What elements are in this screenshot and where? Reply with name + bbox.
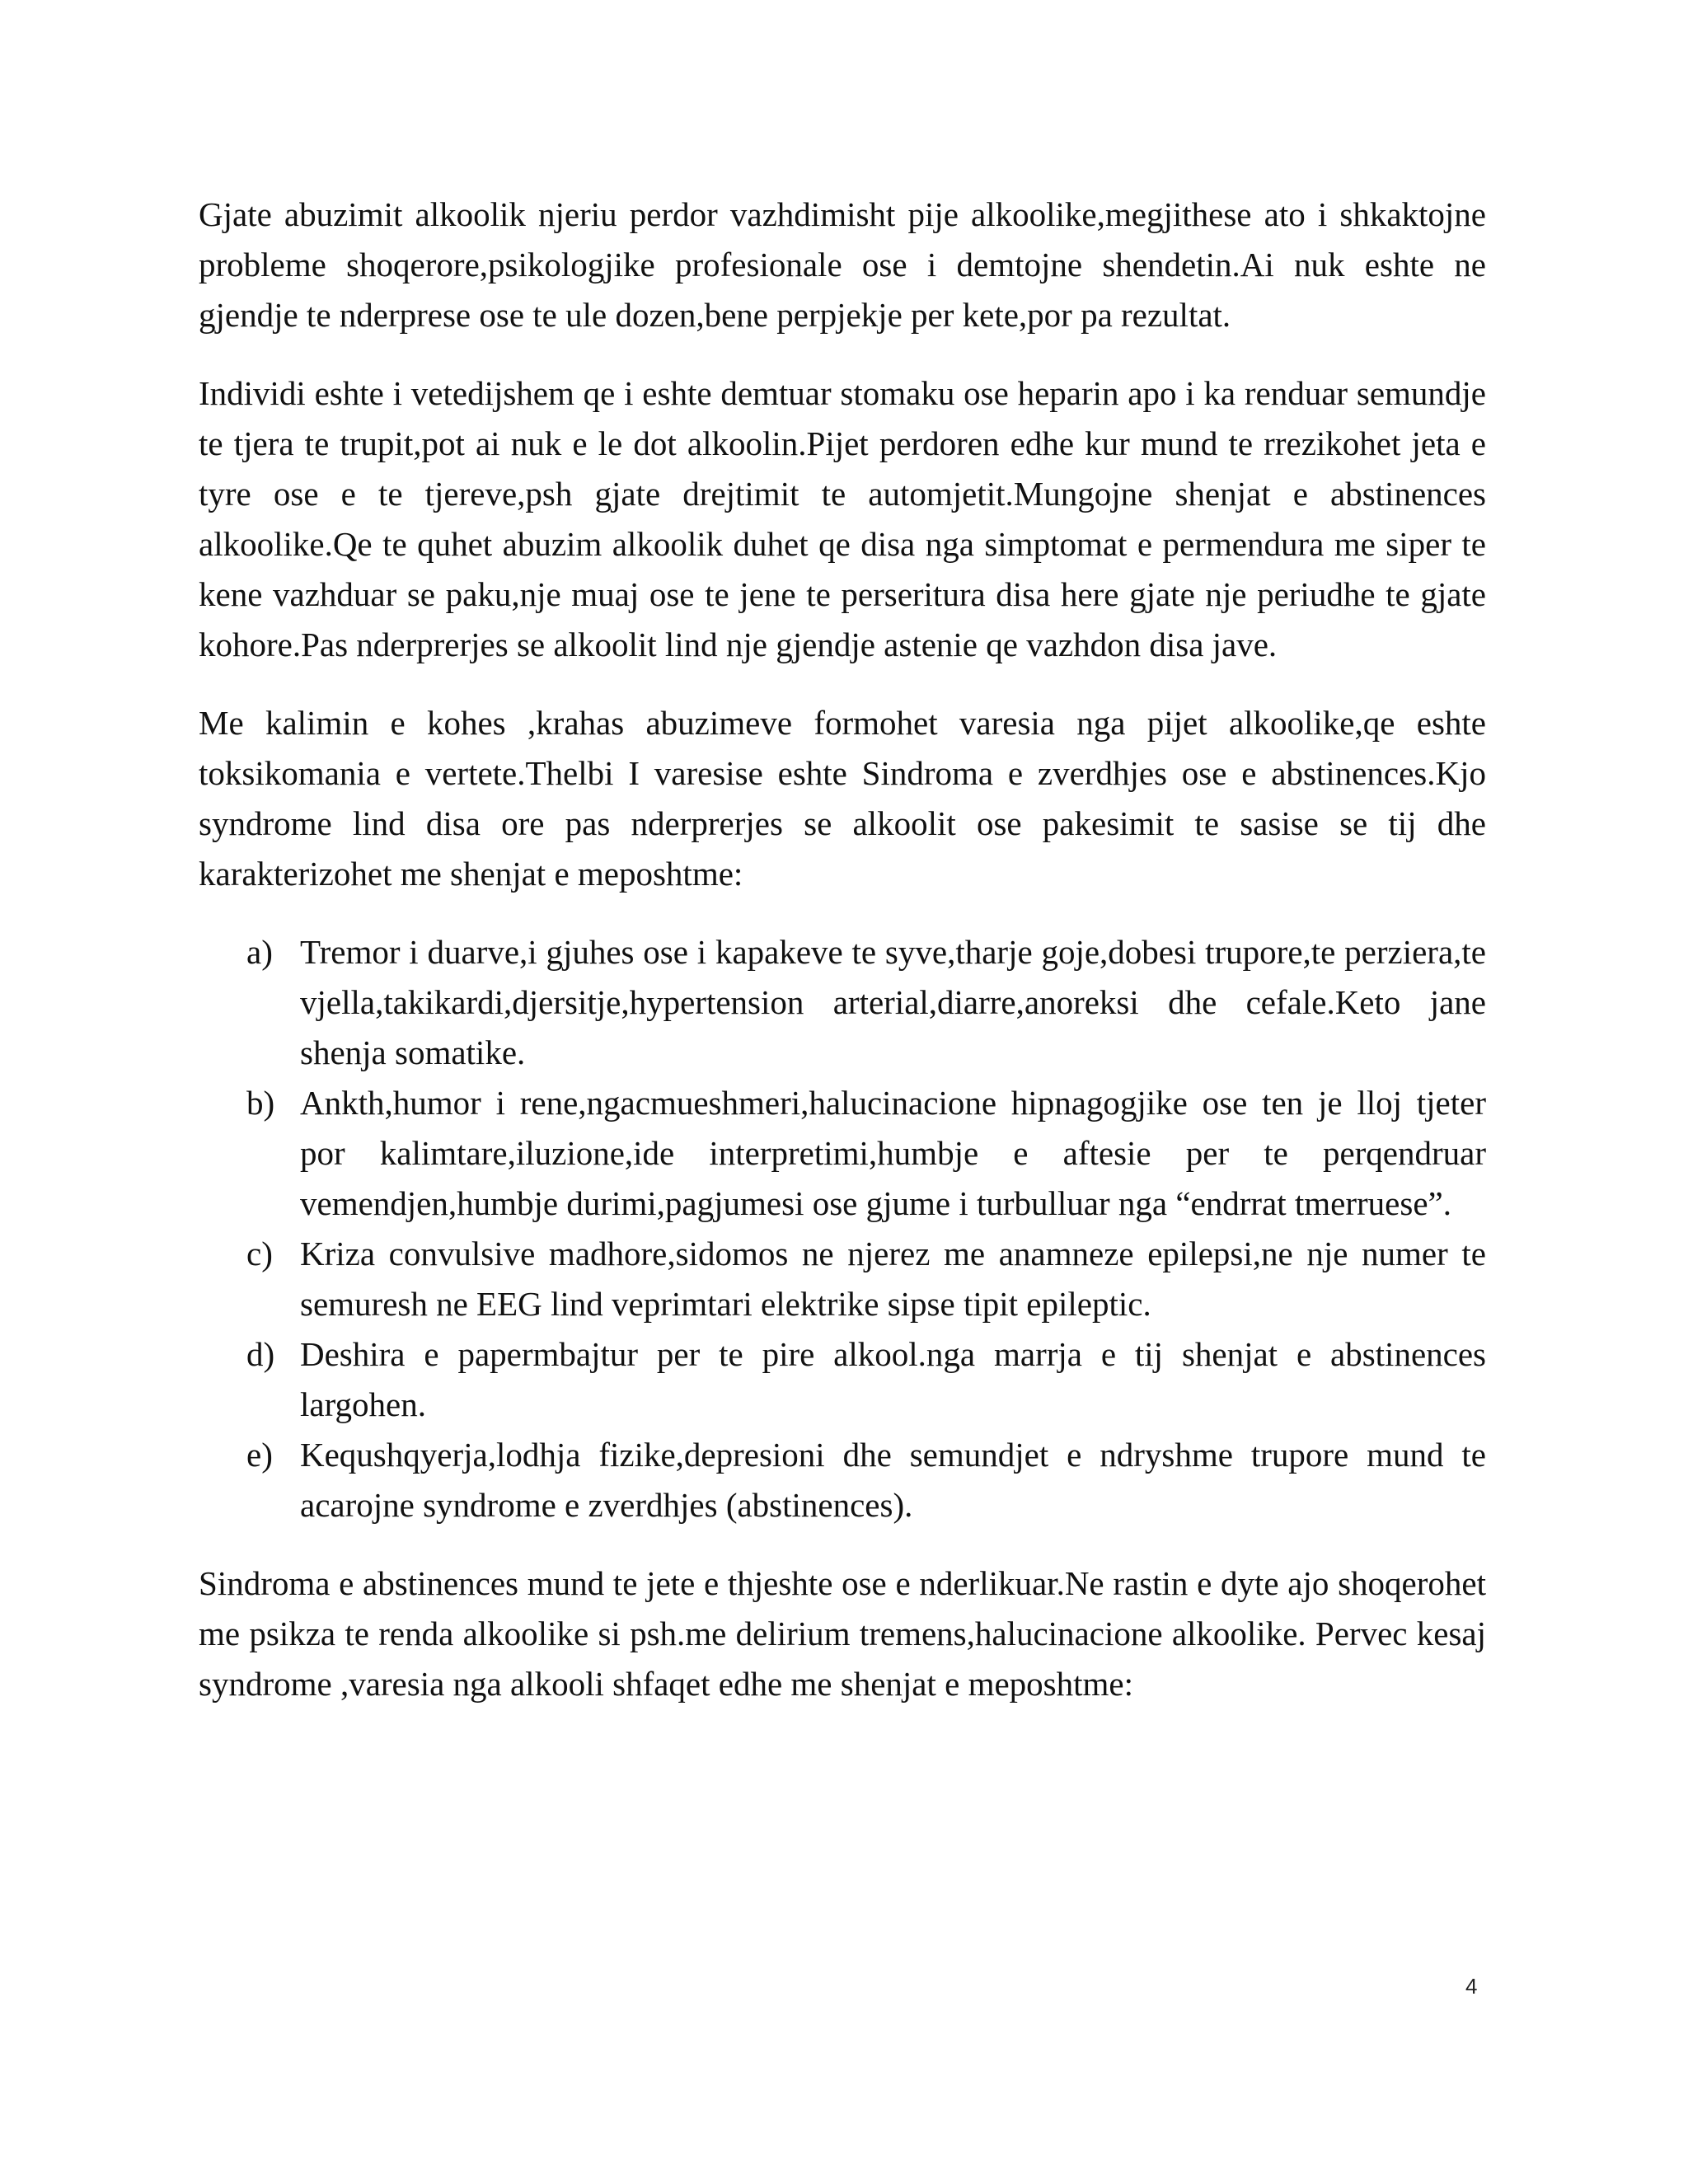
- page-number: 4: [1465, 1974, 1478, 1999]
- page-content: [199, 190, 1486, 1737]
- list-marker: a): [246, 933, 273, 971]
- list-marker: c): [246, 1235, 273, 1272]
- list-item: [199, 1229, 1486, 1329]
- list-item-text: Kequshqyerja,lodhja fizike,depresioni dhe semundjet e ndryshme trupore mund te acarojne syndrome e zverdhjes (abstinences).: [300, 1436, 1486, 1524]
- list-marker: e): [246, 1436, 273, 1474]
- symptom-list: [199, 927, 1486, 1530]
- list-item: [199, 1430, 1486, 1530]
- list-item: [199, 1078, 1486, 1229]
- paragraph-abuse-definition: Gjate abuzimit alkoolik njeriu perdor vazhdimisht pije alkoolike,megjithese ato i shkaktojne probleme shoqerore,psikologjike profesionale ose i demtojne shendetin.Ai nuk eshte ne gjendje te nderprese ose te ule dozen,bene perpjekje per kete,por pa rezultat.: [199, 195, 1486, 334]
- list-item-text: Kriza convulsive madhore,sidomos ne njerez me anamneze epilepsi,ne nje numer te semuresh ne EEG lind veprimtari elektrike sipse tipit epileptic.: [300, 1235, 1486, 1323]
- paragraph-dependence: Me kalimin e kohes ,krahas abuzimeve formohet varesia nga pijet alkoolike,qe eshte toksikomania e vertete.Thelbi I varesise eshte Sindroma e zverdhjes ose e abstinences.Kjo syndrome lind disa ore pas nderprerjes se alkoolit ose pakesimit te sasise se tij dhe karakterizohet me shenjat e meposhtme:: [199, 704, 1486, 893]
- paragraph-abstinence-syndrome: Sindroma e abstinences mund te jete e thjeshte ose e nderlikuar.Ne rastin e dyte ajo shoqerohet me psikza te renda alkoolike si psh.me delirium tremens,halucinacione alkoolike. Pervec kesaj syndrome ,varesia nga alkooli shfaqet edhe me shenjat e meposhtme:: [199, 1564, 1486, 1703]
- list-marker: d): [246, 1335, 275, 1373]
- list-item-text: Deshira e papermbajtur per te pire alkool.nga marrja e tij shenjat e abstinences largohen.: [300, 1335, 1486, 1423]
- list-item-text: Tremor i duarve,i gjuhes ose i kapakeve te syve,tharje goje,dobesi trupore,te perziera,te vjella,takikardi,djersitje,hypertension arterial,diarre,anoreksi dhe cefale.Keto jane shenja somatike.: [300, 933, 1486, 1071]
- list-item: [199, 1329, 1486, 1430]
- list-item: [199, 927, 1486, 1078]
- paragraph-awareness: Individi eshte i vetedijshem qe i eshte demtuar stomaku ose heparin apo i ka renduar semundje te tjera te trupit,pot ai nuk e le dot alkoolin.Pijet perdoren edhe kur mund te rrezikohet jeta e tyre ose e te tjereve,psh gjate drejtimit te automjetit.Mungojne shenjat e abstinences alkoolike.Qe te quhet abuzim alkoolik duhet qe disa nga simptomat e permendura me siper te kene vazhduar se paku,nje muaj ose te jene te perseritura disa here gjate nje periudhe te gjate kohore.Pas nderprerjes se alkoolit lind nje gjendje astenie qe vazhdon disa jave.: [199, 374, 1486, 663]
- list-marker: b): [246, 1084, 275, 1122]
- list-item-text: Ankth,humor i rene,ngacmueshmeri,halucinacione hipnagogjike ose ten je lloj tjeter por kalimtare,iluzione,ide interpretimi,humbje e aftesie per te perqendruar vemendjen,humbje durimi,pagjumesi ose gjume i turbulluar nga “endrrat tmerruese”.: [300, 1084, 1486, 1222]
